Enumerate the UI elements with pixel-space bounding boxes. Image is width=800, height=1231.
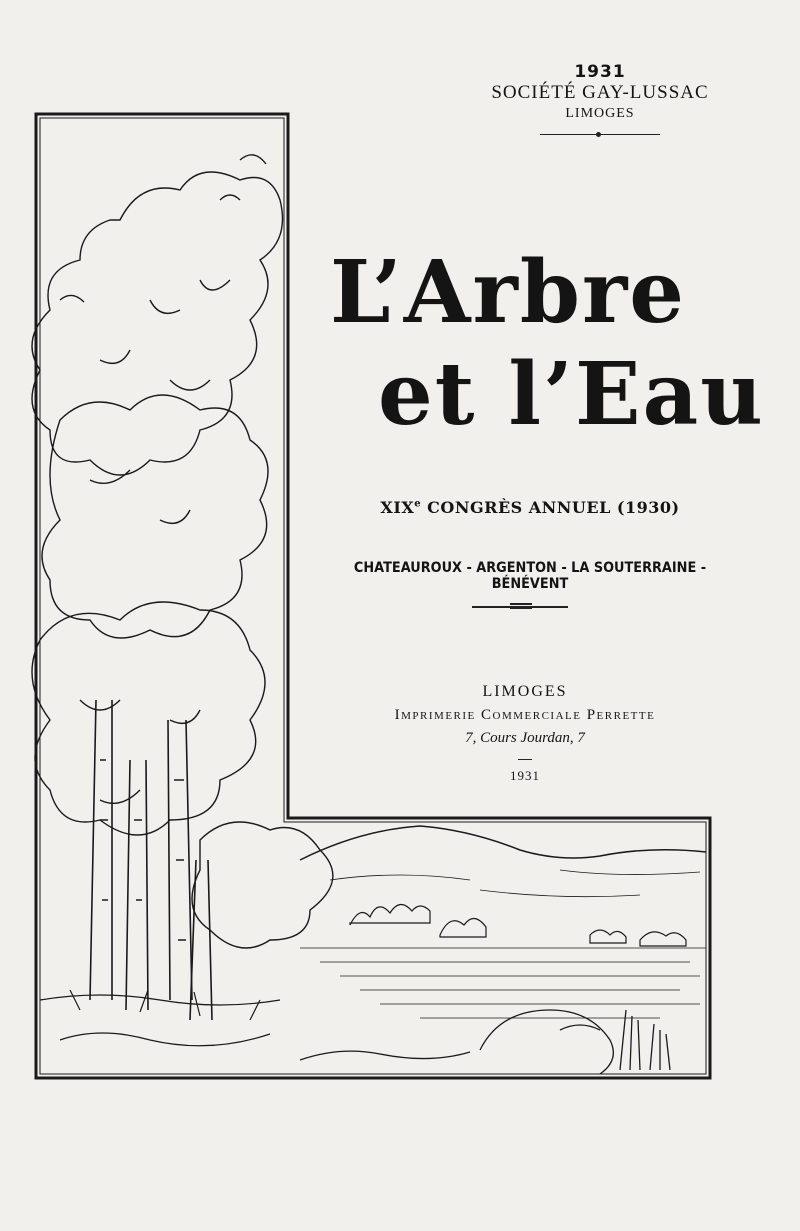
society-name: SOCIÉTÉ GAY-LUSSAC <box>491 82 709 103</box>
foreground-rocks <box>300 1010 670 1074</box>
congress-number: XIX <box>380 498 415 517</box>
forest-ground <box>40 990 280 1046</box>
title-line-2: et l’Eau <box>378 344 765 445</box>
imprint-printer: Imprimerie Commerciale Perrette <box>394 707 656 723</box>
congress-places: CHATEAUROUX - ARGENTON - LA SOUTERRAINE - BÉNÉVENT <box>353 560 707 592</box>
imprint-year: 1931 <box>510 768 540 783</box>
title-line-1: L’Arbre <box>330 242 686 343</box>
tree-trunks <box>90 700 212 1020</box>
imprint-block <box>340 683 710 784</box>
ornamental-divider <box>472 606 568 608</box>
imprint-city: LIMOGES <box>482 683 568 700</box>
congress-heading <box>310 498 750 517</box>
lake-water <box>300 948 706 1018</box>
imprint-address: 7, Cours Jourdan, 7 <box>465 730 585 746</box>
imprint-dash <box>518 759 532 760</box>
congress-text: CONGRÈS ANNUEL (1930) <box>421 498 680 517</box>
mountain-outline <box>300 826 706 860</box>
congress-ordinal: e <box>414 498 422 510</box>
distant-trees <box>350 904 686 946</box>
publication-year: 1931 <box>574 62 626 82</box>
society-city: LIMOGES <box>565 106 635 121</box>
